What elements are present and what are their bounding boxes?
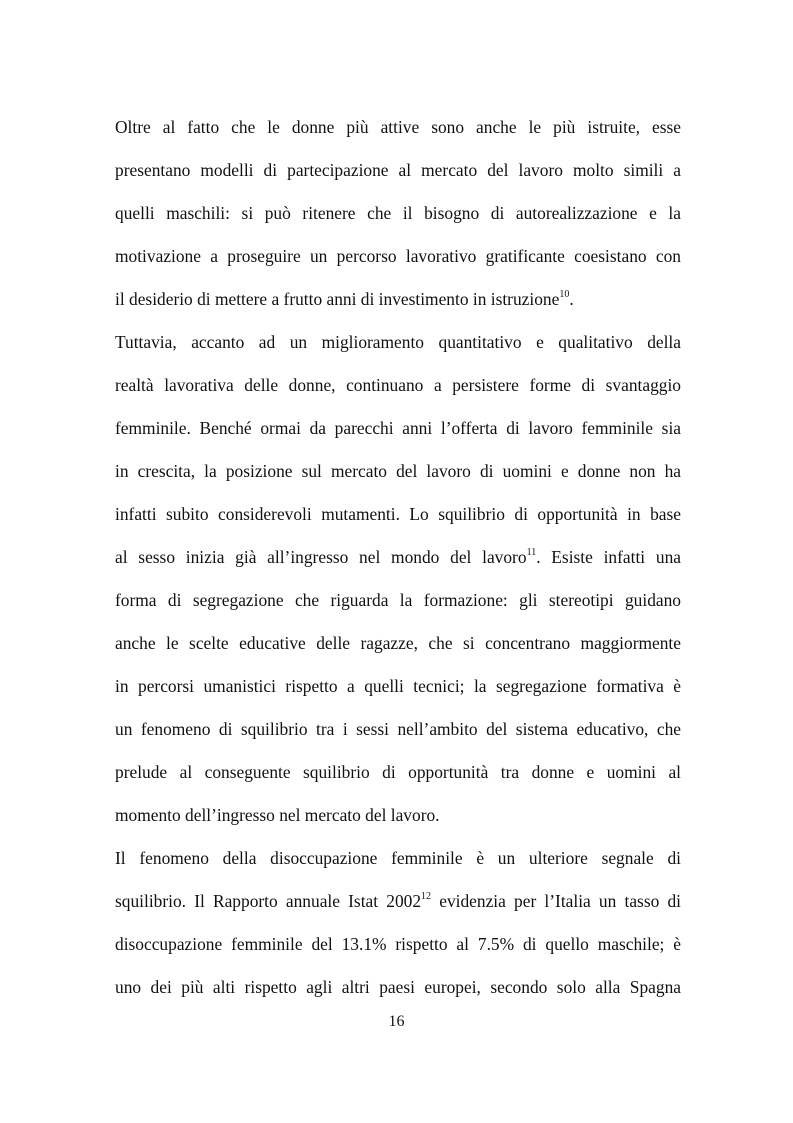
- text-line: [115, 880, 681, 923]
- text-line: [115, 579, 681, 622]
- text-line: [115, 450, 681, 493]
- line-text: infatti subito considerevoli mutamenti. Lo squilibrio di opportunità in base: [115, 504, 681, 524]
- text-line: [115, 923, 681, 966]
- line-text-continuation: .: [569, 289, 574, 309]
- line-text: motivazione a proseguire un percorso lavorativo gratificante coesistano con: [115, 246, 681, 266]
- line-text: realtà lavorativa delle donne, continuano a persistere forme di svantaggio: [115, 375, 681, 395]
- line-text: squilibrio. Il Rapporto annuale Istat 2002: [115, 891, 422, 911]
- text-line: [115, 192, 681, 235]
- text-line: [115, 622, 681, 665]
- text-line: [115, 751, 681, 794]
- line-text: in crescita, la posizione sul mercato del lavoro di uomini e donne non ha: [115, 461, 681, 481]
- line-text-continuation: . Esiste infatti una: [536, 547, 681, 567]
- line-text: Tuttavia, accanto ad un miglioramento quantitativo e qualitativo della: [115, 332, 681, 352]
- text-line: [115, 665, 681, 708]
- text-line: [115, 966, 681, 1009]
- footnote-reference: 10: [559, 289, 570, 301]
- line-text: quelli maschili: si può ritenere che il bisogno di autorealizzazione e la: [115, 203, 681, 223]
- body-text: [115, 106, 681, 1009]
- text-line: [115, 708, 681, 751]
- text-line: [115, 364, 681, 407]
- line-text: al sesso inizia già all’ingresso nel mondo del lavoro: [115, 547, 527, 567]
- line-text: prelude al conseguente squilibrio di opportunità tra donne e uomini al: [115, 762, 681, 782]
- line-text: il desiderio di mettere a frutto anni di investimento in istruzione: [115, 289, 560, 309]
- text-line: [115, 106, 681, 149]
- footnote-reference: 12: [421, 891, 432, 903]
- footnote-reference: 11: [526, 547, 537, 559]
- text-line: [115, 407, 681, 450]
- line-text-continuation: evidenzia per l’Italia un tasso di: [431, 891, 681, 911]
- line-text: forma di segregazione che riguarda la formazione: gli stereotipi guidano: [115, 590, 681, 610]
- page-number: 16: [388, 1013, 405, 1030]
- text-line: [115, 149, 681, 192]
- line-text: anche le scelte educative delle ragazze, che si concentrano maggiormente: [115, 633, 681, 653]
- line-text: un fenomeno di squilibrio tra i sessi nell’ambito del sistema educativo, che: [115, 719, 681, 739]
- text-line: [115, 794, 681, 837]
- line-text: femminile. Benché ormai da parecchi anni l’offerta di lavoro femminile sia: [115, 418, 681, 438]
- text-line: [115, 536, 681, 579]
- text-line: [115, 278, 681, 321]
- line-text: in percorsi umanistici rispetto a quelli tecnici; la segregazione formativa è: [115, 676, 681, 696]
- line-text: Il fenomeno della disoccupazione femminile è un ulteriore segnale di: [115, 848, 681, 868]
- line-text: uno dei più alti rispetto agli altri paesi europei, secondo solo alla Spagna: [115, 977, 681, 997]
- line-text: momento dell’ingresso nel mercato del lavoro.: [115, 805, 440, 825]
- text-line: [115, 235, 681, 278]
- text-line: [115, 837, 681, 880]
- line-text: presentano modelli di partecipazione al mercato del lavoro molto simili a: [115, 160, 681, 180]
- text-line: [115, 321, 681, 364]
- line-text: Oltre al fatto che le donne più attive sono anche le più istruite, esse: [115, 117, 681, 137]
- line-text: disoccupazione femminile del 13.1% rispetto al 7.5% di quello maschile; è: [115, 934, 681, 954]
- text-line: [115, 493, 681, 536]
